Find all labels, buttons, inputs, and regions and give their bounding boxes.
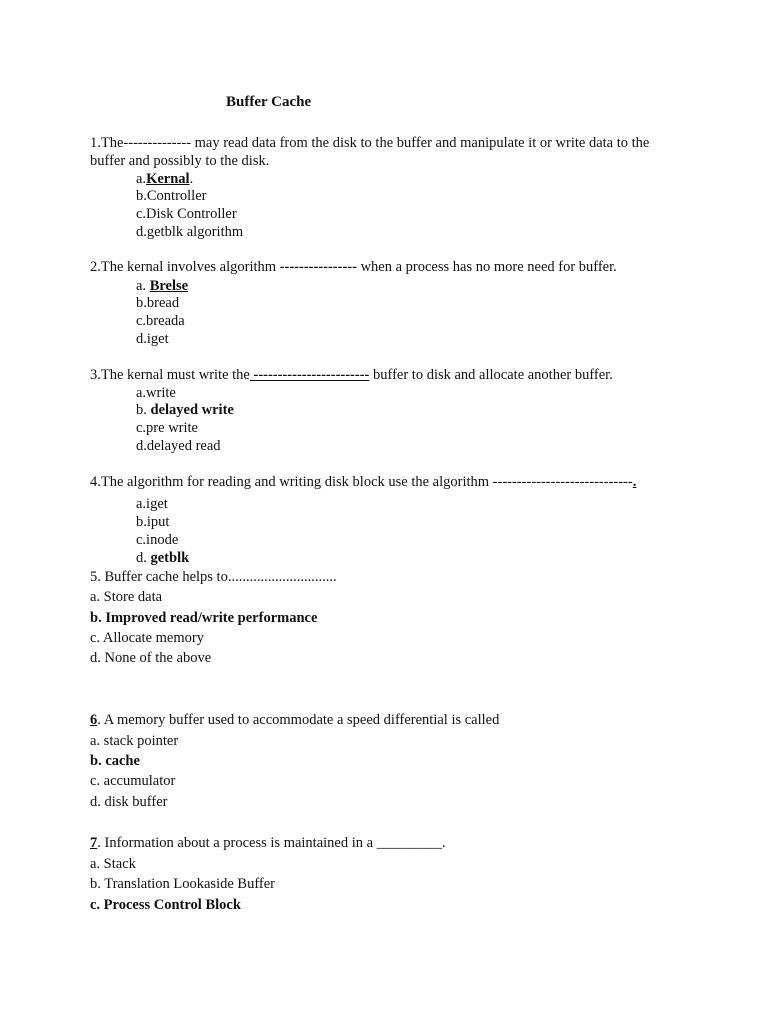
q4-option-d xyxy=(136,549,189,567)
q7-text xyxy=(90,834,446,852)
q7-number: 7 xyxy=(90,835,98,851)
q2-option-a xyxy=(136,277,188,295)
q5-option-a: a. Store data xyxy=(90,589,163,605)
q2-text-pre: 2.The kernal involves algorithm xyxy=(90,259,280,275)
q2-text xyxy=(90,258,617,276)
q1-option-a-prefix: a. xyxy=(136,171,147,187)
q4-text-pre: 4.The algorithm for reading and writing disk block use the algorithm ----------------------------- xyxy=(90,474,633,490)
q6-text-body: . A memory buffer used to accommodate a speed differential is called xyxy=(97,712,500,728)
q4-option-d-prefix: d. xyxy=(136,550,151,566)
q6-option-b: b. cache xyxy=(90,753,140,769)
q5-option-d: d. None of the above xyxy=(90,650,212,666)
q2-option-a-prefix: a. xyxy=(136,278,150,294)
q1-option-a-answer: Kernal xyxy=(146,171,190,187)
page-title: Buffer Cache xyxy=(226,94,312,110)
q3-text-post: buffer to disk and allocate another buffer. xyxy=(369,367,613,383)
q6-option-a: a. stack pointer xyxy=(90,733,179,749)
q7-option-a: a. Stack xyxy=(90,856,136,872)
q6-text xyxy=(90,711,499,729)
q4-option-d-answer: getblk xyxy=(150,550,190,566)
q4-text xyxy=(90,473,636,491)
q1-option-a-suffix: . xyxy=(189,171,194,187)
q1-text-line1: 1.The-------------- may read data from the disk to the buffer and manipulate it or write data to the xyxy=(90,135,650,151)
q1-option-b: b.Controller xyxy=(136,188,207,204)
q1-option-a xyxy=(136,170,193,188)
q4-option-b: b.iput xyxy=(136,514,170,530)
q2-option-c: c.breada xyxy=(136,313,185,329)
q6-number: 6 xyxy=(90,712,98,728)
q5-option-b: b. Improved read/write performance xyxy=(90,610,318,626)
q6-option-d: d. disk buffer xyxy=(90,794,168,810)
q2-option-a-answer: Brelse xyxy=(149,278,189,294)
q7-text-body: . Information about a process is maintained in a _________. xyxy=(97,835,446,851)
q4-text-end: . xyxy=(632,474,637,490)
q1-option-d: d.getblk algorithm xyxy=(136,224,244,240)
q4-option-c: c.inode xyxy=(136,532,179,548)
q5-text: 5. Buffer cache helps to.............................. xyxy=(90,569,337,585)
q5-option-c: c. Allocate memory xyxy=(90,630,204,646)
q3-option-c: c.pre write xyxy=(136,420,198,436)
q6-option-c: c. accumulator xyxy=(90,773,176,789)
q2-option-b: b.bread xyxy=(136,295,180,311)
q3-option-d: d.delayed read xyxy=(136,438,221,454)
q2-option-d: d.iget xyxy=(136,331,169,347)
q7-option-b: b. Translation Lookaside Buffer xyxy=(90,876,275,892)
q4-option-a: a.iget xyxy=(136,496,168,512)
q3-text xyxy=(90,366,613,384)
q2-text-post: when a process has no more need for buffer. xyxy=(356,259,617,275)
q3-option-b-prefix: b. xyxy=(136,402,151,418)
q1-option-c: c.Disk Controller xyxy=(136,206,237,222)
q3-text-pre: 3.The kernal must write the xyxy=(90,367,250,383)
q3-option-b xyxy=(136,401,234,419)
q2-blank: ---------------- xyxy=(279,259,357,275)
q3-option-a: a.write xyxy=(136,385,176,401)
q7-option-c: c. Process Control Block xyxy=(90,897,241,913)
q3-blank: ------------------------ xyxy=(249,367,370,383)
q1-text-line2: buffer and possibly to the disk. xyxy=(90,153,270,169)
q3-option-b-answer: delayed write xyxy=(150,402,234,418)
